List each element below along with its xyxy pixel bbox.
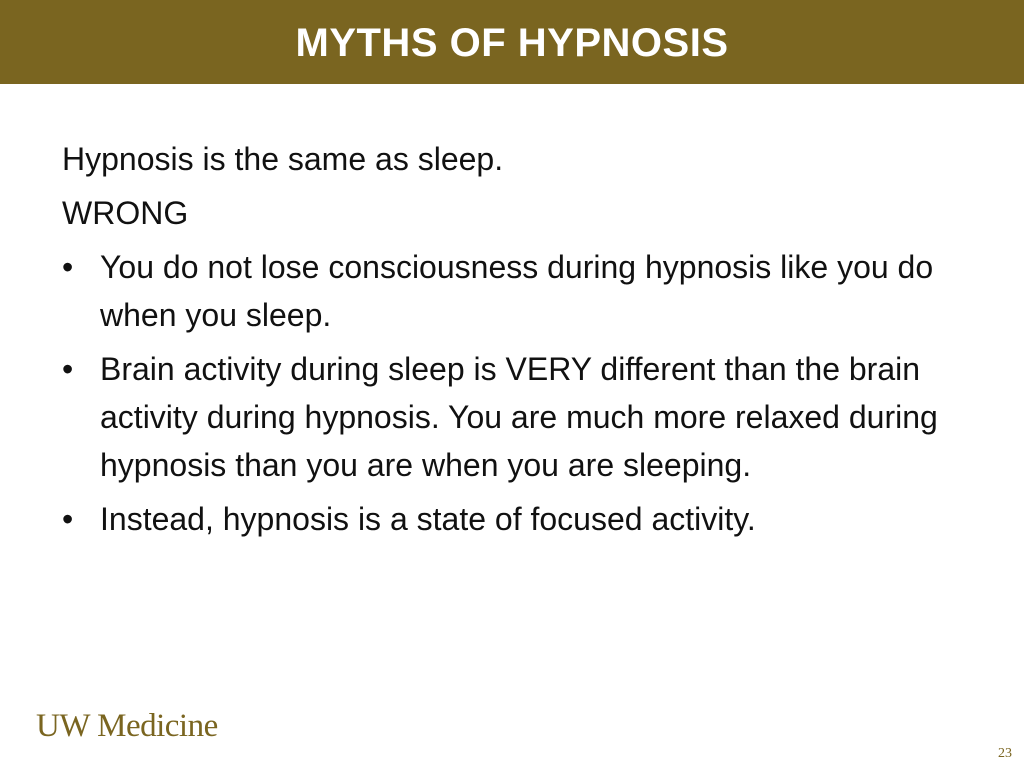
- bullet-icon: •: [62, 249, 74, 285]
- bullet-item: [62, 345, 972, 489]
- slide-body: [62, 135, 972, 549]
- intro-statement: Hypnosis is the same as sleep.: [62, 141, 504, 177]
- bullet-item: [62, 243, 972, 339]
- bullet-item: [62, 495, 972, 543]
- title-bar: [0, 0, 1024, 84]
- bullet-text: Brain activity during sleep is VERY different than the brain activity during hypnosis. You are much more relaxed during hypnosis than you are when you are sleeping.: [100, 351, 938, 483]
- bullet-text: You do not lose consciousness during hypnosis like you do when you sleep.: [100, 249, 934, 333]
- bullet-list: [62, 243, 972, 543]
- bullet-icon: •: [62, 351, 74, 387]
- slide-title: MYTHS OF HYPNOSIS: [295, 21, 729, 65]
- page-number: 23: [998, 746, 1012, 761]
- uw-medicine-logo: UW Medicine: [36, 708, 218, 744]
- verdict-text: WRONG: [62, 195, 189, 231]
- bullet-icon: •: [62, 501, 74, 537]
- bullet-text: Instead, hypnosis is a state of focused activity.: [100, 501, 756, 537]
